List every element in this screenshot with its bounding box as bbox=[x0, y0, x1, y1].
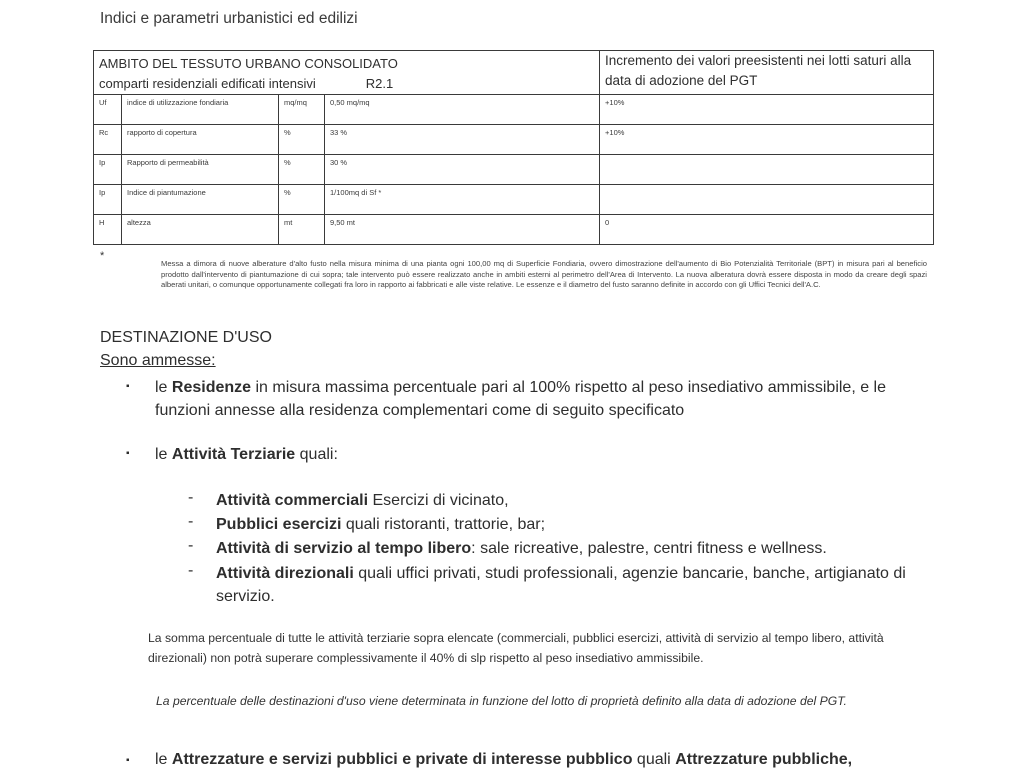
cell-increment bbox=[600, 155, 934, 185]
cell-code: Ip bbox=[94, 185, 122, 215]
cell-description: altezza bbox=[122, 215, 279, 245]
item-terziarie bbox=[155, 443, 338, 466]
cell-value: 30 % bbox=[325, 155, 600, 185]
header-ambito-subtitle-text: comparti residenziali edificati intensivi bbox=[99, 76, 316, 91]
destinazione-title: DESTINAZIONE D'USO bbox=[100, 329, 272, 346]
footnote-marker: * bbox=[100, 250, 105, 262]
subitem-bold: Attività commerciali bbox=[216, 492, 369, 509]
subitem-tempo-libero bbox=[216, 537, 916, 560]
cell-unit: % bbox=[279, 185, 325, 215]
cell-increment bbox=[600, 185, 934, 215]
cell-increment: +10% bbox=[600, 95, 934, 125]
destinazione-note-paragraph: La percentuale delle destinazioni d'uso viene determinata in funzione del lotto di proprietà definito alla data di adozione del PGT. bbox=[156, 694, 847, 708]
item-bold: Attrezzature e servizi pubblici e private di interesse pubblico bbox=[171, 751, 633, 768]
cell-code: H bbox=[94, 215, 122, 245]
cell-description: Indice di piantumazione bbox=[122, 185, 279, 215]
item-rest: quali: bbox=[295, 446, 338, 463]
table-row bbox=[94, 185, 934, 215]
table-row bbox=[94, 95, 934, 125]
subitem-pubblici-esercizi bbox=[216, 513, 916, 536]
cell-increment: 0 bbox=[600, 215, 934, 245]
subitem-bold: Attività di servizio al tempo libero bbox=[216, 540, 472, 557]
item-prefix: le bbox=[155, 379, 172, 396]
item-bold-2: Attrezzature pubbliche, bbox=[675, 751, 853, 768]
cell-unit: % bbox=[279, 155, 325, 185]
parameters-table bbox=[93, 50, 934, 245]
table-header-row bbox=[94, 51, 934, 95]
dash-bullet-icon: - bbox=[188, 513, 194, 530]
header-ambito-title: AMBITO DEL TESSUTO URBANO CONSOLIDATO bbox=[99, 56, 398, 71]
item-bold: Attività Terziarie bbox=[171, 446, 296, 463]
square-bullet-icon: ▪ bbox=[126, 381, 130, 392]
subitem-direzionali bbox=[216, 562, 916, 608]
footnote-text: Messa a dimora di nuove alberature d'alto fusto nella misura minima di una pianta ogni 100,00 mq di Superficie Fondiaria, ovvero dimostrazione dell'aumento di Bio Potenzialità Territoriale (BPT) in misura pari al beneficio prodotto dall'intervento di piantumazione di cui sopra; tale intervento può essere realizzato anche in ambiti esterni al perimetro dell'Area di Intervento. La nuova alberatura dovrà essere disposta in modo da creare degli spazi alberati unitari, o comunque opportunamente collegati fra loro in rapporto ai fabbricati e alle viste relative. Le essenze e il diametro del fusto saranno definite in accordo con gli Uffici Tecnici dell'A.C. bbox=[161, 259, 927, 290]
table-row bbox=[94, 155, 934, 185]
table-row bbox=[94, 215, 934, 245]
cell-unit: mq/mq bbox=[279, 95, 325, 125]
table-header-increment: Incremento dei valori preesistenti nei lotti saturi alla data di adozione del PGT bbox=[600, 51, 934, 95]
subitem-rest: : sale ricreative, palestre, centri fitness e wellness. bbox=[471, 540, 827, 557]
subitem-rest: quali uffici privati, studi professionali, agenzie bancarie, banche, artigianato di servizio. bbox=[216, 565, 906, 605]
item-rest: in misura massima percentuale pari al 100% rispetto al peso insediativo ammissibile, e le funzioni annesse alla residenza complementari come di seguito specificato bbox=[155, 379, 887, 419]
cell-value: 1/100mq di Sf * bbox=[325, 185, 600, 215]
dash-bullet-icon: - bbox=[188, 562, 194, 579]
header-ambito-subtitle bbox=[99, 74, 594, 94]
cell-code: Rc bbox=[94, 125, 122, 155]
header-ambito-code: R2.1 bbox=[365, 76, 394, 91]
dash-bullet-icon: - bbox=[188, 489, 194, 506]
cell-code: Ip bbox=[94, 155, 122, 185]
table-row bbox=[94, 125, 934, 155]
cell-unit: % bbox=[279, 125, 325, 155]
item-bold: Residenze bbox=[171, 379, 252, 396]
square-bullet-icon: ▪ bbox=[126, 448, 130, 459]
item-prefix: le bbox=[155, 446, 172, 463]
subitem-commerciali bbox=[216, 489, 916, 512]
square-bullet-icon: ▪ bbox=[126, 755, 130, 766]
cell-description: rapporto di copertura bbox=[122, 125, 279, 155]
cell-code: Uf bbox=[94, 95, 122, 125]
terziarie-limit-paragraph: La somma percentuale di tutte le attività terziarie sopra elencate (commerciali, pubblici esercizi, attività di servizio al tempo libero, attività direzionali) non potrà superare complessivamente il 40% di slp rispetto al peso insediativo ammissibile. bbox=[148, 631, 884, 665]
table-header-ambito bbox=[94, 51, 600, 95]
cell-description: indice di utilizzazione fondiaria bbox=[122, 95, 279, 125]
item-mid: quali bbox=[632, 751, 676, 768]
cell-unit: mt bbox=[279, 215, 325, 245]
cell-value: 9,50 mt bbox=[325, 215, 600, 245]
cell-increment: +10% bbox=[600, 125, 934, 155]
cell-value: 33 % bbox=[325, 125, 600, 155]
subitem-rest: quali ristoranti, trattorie, bar; bbox=[341, 516, 546, 533]
subitem-rest: Esercizi di vicinato, bbox=[368, 492, 509, 509]
item-residenze bbox=[155, 376, 935, 422]
cell-description: Rapporto di permeabilità bbox=[122, 155, 279, 185]
dash-bullet-icon: - bbox=[188, 537, 194, 554]
destinazione-subtitle: Sono ammesse: bbox=[100, 352, 216, 369]
section-title: Indici e parametri urbanistici ed edilizi bbox=[100, 10, 358, 27]
subitem-bold: Attività direzionali bbox=[216, 565, 354, 582]
subitem-bold: Pubblici esercizi bbox=[216, 516, 342, 533]
cell-value: 0,50 mq/mq bbox=[325, 95, 600, 125]
item-prefix: le bbox=[155, 751, 172, 768]
